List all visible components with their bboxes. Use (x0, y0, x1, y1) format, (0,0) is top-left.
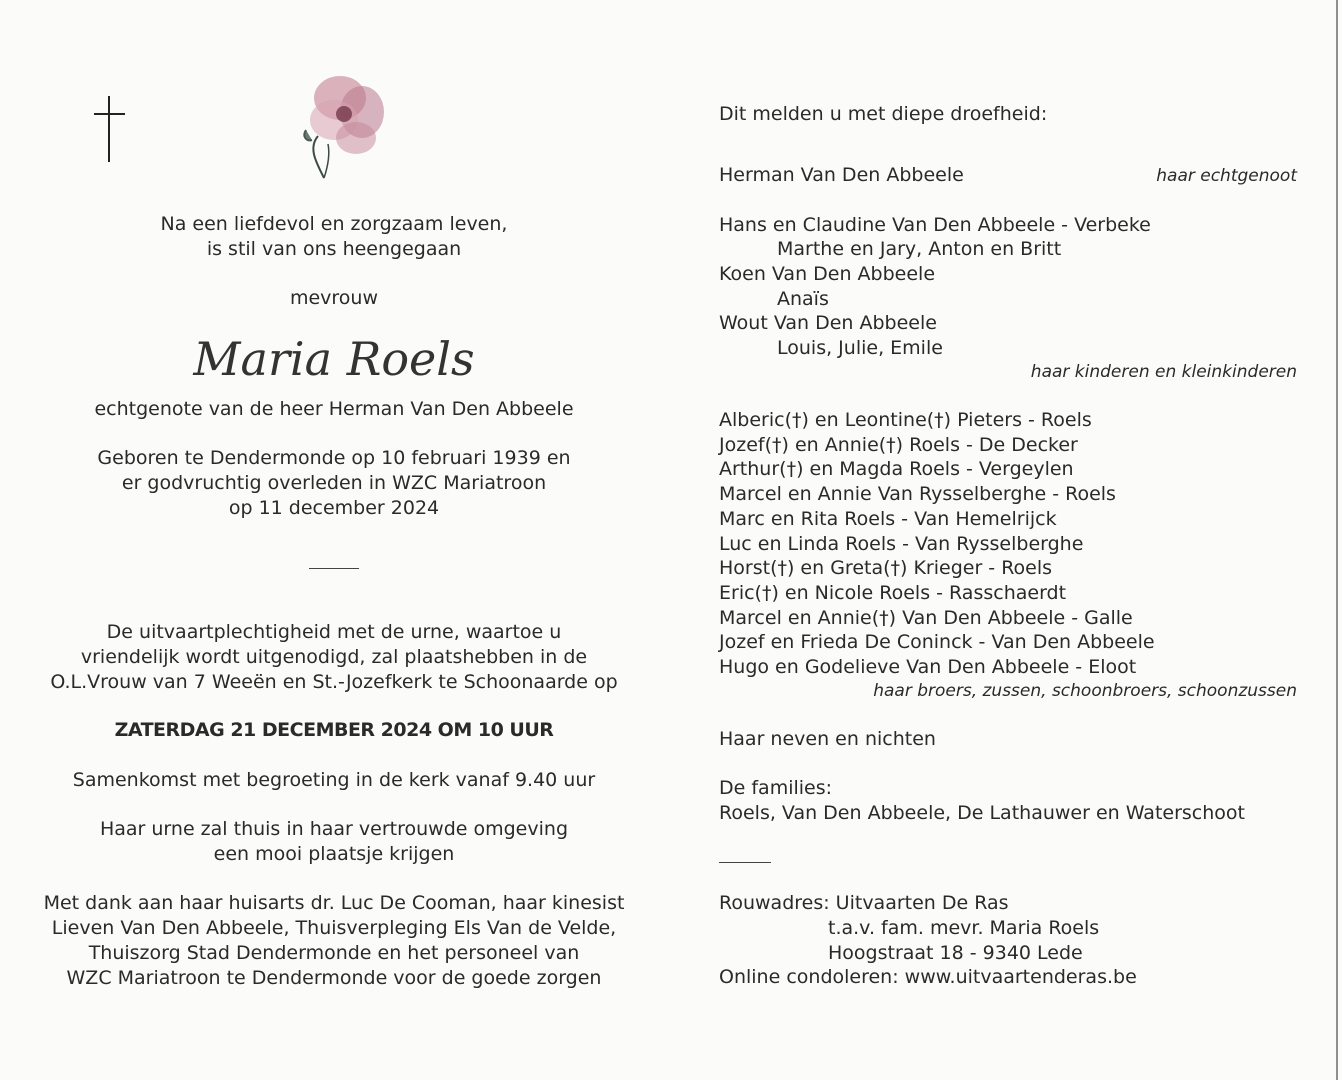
divider (719, 862, 771, 863)
birth-line-3: op 11 december 2024 (228, 497, 440, 519)
address-line-3: Hoogstraat 18 - 9340 Lede (828, 942, 1083, 964)
sibling-line: Marcel en Annie Van Rysselberghe - Roels (719, 483, 1116, 505)
sibling-line: Luc en Linda Roels - Van Rysselberghe (719, 533, 1084, 555)
cousins-line: Haar neven en nichten (719, 728, 936, 750)
child-line: Koen Van Den Abbeele (719, 263, 936, 285)
divider (309, 568, 359, 569)
child-line: Hans en Claudine Van Den Abbeele - Verbeke (719, 214, 1151, 236)
families-label: De families: (719, 777, 833, 799)
sibling-line: Marc en Rita Roels - Van Hemelrijck (719, 508, 1057, 530)
sibling-line: Jozef en Frieda De Coninck - Van Den Abbeele (719, 631, 1155, 653)
sibling-line: Marcel en Annie(†) Van Den Abbeele - Galle (719, 607, 1133, 629)
funeral-line-2: vriendelijk wordt uitgenodigd, zal plaatshebben in de (80, 646, 588, 668)
sibling-line: Horst(†) en Greta(†) Krieger - Roels (719, 557, 1053, 579)
intro-line-1: Na een liefdevol en zorgzaam leven, (160, 213, 508, 235)
deceased-name: Maria Roels (193, 332, 475, 386)
online-condolences: Online condoleren: www.uitvaartenderas.be (719, 966, 1137, 988)
siblings-role: haar broers, zussen, schoonbroers, schoonzussen (873, 681, 1297, 701)
husband-name: Herman Van Den Abbeele (719, 164, 964, 186)
families-line: Roels, Van Den Abbeele, De Lathauwer en Waterschoot (719, 802, 1245, 824)
urn-line-1: Haar urne zal thuis in haar vertrouwde omgeving (99, 818, 569, 840)
title-word: mevrouw (289, 287, 379, 309)
thanks-line-2: Lieven Van Den Abbeele, Thuisverpleging Els Van de Velde, (51, 917, 617, 939)
thanks-line-4: WZC Mariatroon te Dendermonde voor de goede zorgen (66, 967, 602, 989)
page-edge (1336, 0, 1338, 1080)
intro-line-2: is stil van ons heengegaan (206, 238, 462, 260)
grandchild-line: Louis, Julie, Emile (777, 337, 943, 359)
grandchild-line: Anaïs (777, 288, 829, 310)
sibling-line: Jozef(†) en Annie(†) Roels - De Decker (719, 434, 1078, 456)
funeral-line-1: De uitvaartplechtigheid met de urne, waartoe u (106, 621, 562, 643)
husband-role: haar echtgenoot (1156, 166, 1297, 186)
address-line-2: t.a.v. fam. mevr. Maria Roels (828, 917, 1100, 939)
children-role: haar kinderen en kleinkinderen (1030, 362, 1297, 382)
birth-line-1: Geboren te Dendermonde op 10 februari 1939 en (97, 447, 571, 469)
thanks-line-3: Thuiszorg Stad Dendermonde en het personeel van (88, 942, 580, 964)
poppy-flower-icon (294, 70, 394, 185)
sibling-line: Alberic(†) en Leontine(†) Pieters - Roels (719, 409, 1092, 431)
thanks-line-1: Met dank aan haar huisarts dr. Luc De Cooman, haar kinesist (43, 892, 625, 914)
gathering-line: Samenkomst met begroeting in de kerk vanaf 9.40 uur (72, 769, 596, 791)
address-line-1: Rouwadres: Uitvaarten De Ras (719, 892, 1009, 914)
child-line: Wout Van Den Abbeele (719, 312, 937, 334)
grandchild-line: Marthe en Jary, Anton en Britt (777, 238, 1062, 260)
funeral-date: ZATERDAG 21 DECEMBER 2024 OM 10 UUR (114, 719, 554, 741)
spouse-line: echtgenote van de heer Herman Van Den Abbeele (94, 398, 574, 420)
sibling-line: Hugo en Godelieve Van Den Abbeele - Eloot (719, 656, 1137, 678)
sibling-line: Arthur(†) en Magda Roels - Vergeylen (719, 458, 1074, 480)
announcement-heading: Dit melden u met diepe droefheid: (719, 103, 1048, 125)
funeral-line-3: O.L.Vrouw van 7 Weeën en St.-Jozefkerk te Schoonaarde op (50, 671, 618, 693)
urn-line-2: een mooi plaatsje krijgen (213, 843, 455, 865)
birth-line-2: er godvruchtig overleden in WZC Mariatroon (121, 472, 547, 494)
sibling-line: Eric(†) en Nicole Roels - Rasschaerdt (719, 582, 1067, 604)
